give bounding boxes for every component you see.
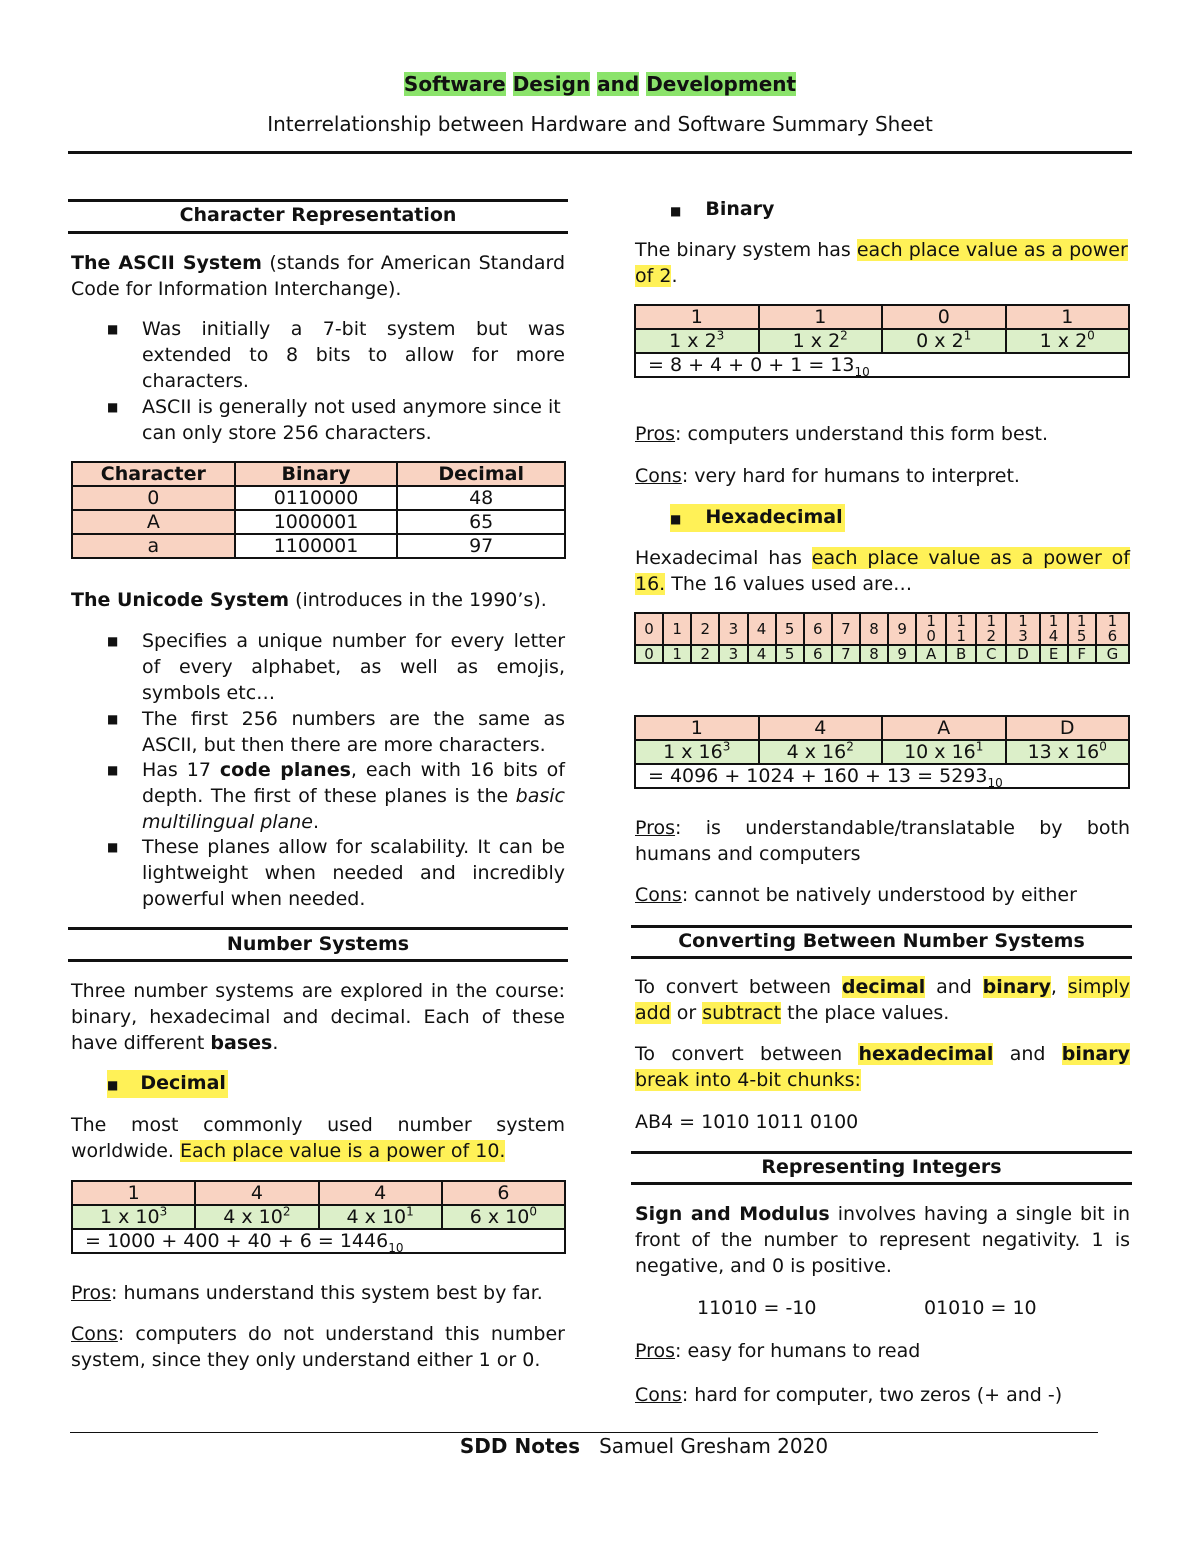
text-run: : computers understand this form best. bbox=[675, 423, 1049, 445]
table-cell: 6 bbox=[442, 1181, 565, 1205]
page-subtitle: Interrelationship between Hardware and Software Summary Sheet bbox=[267, 112, 933, 136]
sign-modulus-cons bbox=[635, 1382, 1130, 1408]
convert-example: AB4 = 1010 1011 0100 bbox=[635, 1111, 859, 1133]
text-run: 1 x 16 bbox=[663, 741, 723, 763]
text-run: simply add bbox=[635, 976, 1130, 1024]
exponent: 1 bbox=[975, 739, 984, 754]
text-run: : humans understand this system best by far. bbox=[111, 1282, 543, 1304]
text-run: 1 bbox=[1018, 612, 1028, 630]
table-cell bbox=[976, 613, 1006, 645]
section-rule bbox=[631, 1182, 1132, 1185]
table-cell: 65 bbox=[397, 510, 565, 534]
bullet-text: The first 256 numbers are the same as ASCII, but then there are more characters. bbox=[142, 708, 565, 756]
exponent: 0 bbox=[529, 1204, 537, 1219]
hexadecimal-heading bbox=[670, 504, 1130, 532]
ascii-intro bbox=[71, 250, 565, 302]
table-cell bbox=[442, 1205, 565, 1229]
exponent: 3 bbox=[159, 1204, 168, 1219]
table-cell bbox=[72, 1229, 565, 1253]
title-word: Design bbox=[512, 72, 591, 96]
text-run: 5 bbox=[1076, 627, 1087, 645]
table-header: Decimal bbox=[397, 462, 565, 486]
text-run: 4 x 10 bbox=[223, 1206, 283, 1228]
text-run: 0 bbox=[926, 627, 936, 645]
table-cell: G bbox=[1096, 645, 1129, 663]
table-cell: E bbox=[1040, 645, 1068, 663]
table-cell bbox=[916, 613, 946, 645]
table-cell: 4 bbox=[759, 716, 883, 740]
table-row bbox=[72, 486, 565, 510]
table-cell bbox=[882, 329, 1006, 353]
table-row bbox=[635, 645, 1129, 663]
hex-pros bbox=[635, 815, 1130, 867]
list-item bbox=[107, 834, 565, 912]
text-run: 1 bbox=[986, 612, 997, 630]
text-run: 6 bbox=[1107, 627, 1118, 645]
text-run: 4 bbox=[1048, 627, 1059, 645]
bullet-icon: ■ bbox=[107, 1078, 119, 1092]
bullet-icon: ■ bbox=[670, 512, 682, 526]
bullet-text: Was initially a 7-bit system but was extended to 8 bits to allow for more characters. bbox=[142, 318, 565, 392]
text-run: The binary system has bbox=[635, 239, 857, 261]
footer-label: SDD Notes bbox=[459, 1434, 580, 1458]
footer bbox=[0, 1434, 1200, 1458]
table-cell bbox=[759, 740, 883, 764]
sign-modulus-example-positive: 01010 = 10 bbox=[924, 1297, 1037, 1319]
hex-place-table bbox=[634, 715, 1130, 789]
text-run: Pros bbox=[635, 423, 676, 445]
table-cell: 48 bbox=[397, 486, 565, 510]
bullet-text bbox=[107, 757, 565, 835]
table-cell: A bbox=[72, 510, 235, 534]
text-run: each place value as a power of 2 bbox=[635, 239, 1128, 287]
table-cell: 0110000 bbox=[235, 486, 398, 510]
table-cell: B bbox=[946, 645, 976, 663]
table-cell: 2 bbox=[691, 613, 719, 645]
text-run: Hexadecimal has bbox=[635, 547, 812, 569]
binary-place-table bbox=[634, 304, 1130, 378]
binary-cons bbox=[635, 463, 1130, 489]
table-row bbox=[72, 1181, 565, 1205]
subscript: 10 bbox=[854, 364, 870, 379]
exponent: 2 bbox=[282, 1204, 291, 1219]
table-cell bbox=[635, 353, 1129, 377]
table-cell: 3 bbox=[719, 645, 747, 663]
table-cell: 0 bbox=[882, 305, 1006, 329]
table-cell: 5 bbox=[776, 613, 804, 645]
ascii-table bbox=[71, 461, 566, 559]
table-cell bbox=[195, 1205, 318, 1229]
text-run: 16. bbox=[635, 573, 666, 595]
text-run: , each with 16 bits of depth. The first of these planes is the bbox=[142, 759, 565, 807]
table-header: Character bbox=[72, 462, 235, 486]
text-run: Has 17 bbox=[142, 759, 220, 781]
text-run: Pros bbox=[635, 817, 676, 839]
exponent: 1 bbox=[406, 1204, 414, 1219]
text-run: , bbox=[1050, 976, 1068, 998]
text-run: 1 x 2 bbox=[792, 330, 841, 352]
section-rule bbox=[68, 231, 568, 234]
table-cell: 0 bbox=[635, 645, 663, 663]
text-run: 3 bbox=[1018, 627, 1028, 645]
table-cell bbox=[1096, 613, 1129, 645]
sign-modulus-description bbox=[635, 1201, 1130, 1279]
table-cell: D bbox=[1006, 645, 1039, 663]
binary-heading-text: Binary bbox=[705, 198, 775, 220]
table-row bbox=[72, 1229, 565, 1253]
text-run: 1 bbox=[1048, 612, 1059, 630]
table-header: Binary bbox=[235, 462, 398, 486]
table-cell: 4 bbox=[195, 1181, 318, 1205]
table-cell: 1000001 bbox=[235, 510, 398, 534]
table-cell: A bbox=[882, 716, 1006, 740]
exponent: 3 bbox=[722, 739, 731, 754]
convert-hex-binary bbox=[635, 1041, 1130, 1093]
table-cell: 0 bbox=[635, 613, 663, 645]
list-item bbox=[107, 757, 565, 835]
bullet-text: ASCII is generally not used anymore since it can only store 256 characters. bbox=[142, 396, 561, 444]
text-run: 0 x 2 bbox=[916, 330, 964, 352]
table-row bbox=[635, 740, 1129, 764]
exponent: 0 bbox=[1087, 328, 1095, 343]
text-run: 1 bbox=[956, 627, 966, 645]
section-rule bbox=[68, 959, 568, 962]
text-run: : is understandable/translatable by both humans and computers bbox=[635, 817, 1130, 865]
table-cell: 4 bbox=[748, 645, 776, 663]
footer-divider bbox=[70, 1432, 1098, 1433]
text-run: 1 x 2 bbox=[669, 330, 717, 352]
text-run: and bbox=[993, 1043, 1062, 1065]
text-run: = 8 + 4 + 0 + 1 = 13 bbox=[648, 354, 855, 376]
page-title bbox=[0, 72, 1200, 96]
text-run: Cons bbox=[71, 1323, 118, 1345]
sign-modulus-pros bbox=[635, 1338, 1130, 1364]
text-run: = 1000 + 400 + 40 + 6 = 1446 bbox=[85, 1230, 389, 1252]
table-header-row bbox=[72, 462, 565, 486]
table-cell bbox=[1006, 740, 1130, 764]
exponent: 3 bbox=[716, 328, 725, 343]
decimal-heading-hl bbox=[107, 1070, 228, 1098]
text-run: 1 bbox=[956, 612, 966, 630]
text-run: = 4096 + 1024 + 160 + 13 = 5293 bbox=[648, 765, 988, 787]
table-cell: 2 bbox=[691, 645, 719, 663]
table-row bbox=[72, 1205, 565, 1229]
exponent: 2 bbox=[846, 739, 854, 754]
table-cell bbox=[635, 740, 759, 764]
table-cell: 4 bbox=[319, 1181, 442, 1205]
binary-pros bbox=[635, 421, 1130, 447]
table-cell bbox=[759, 329, 883, 353]
unicode-intro bbox=[71, 587, 565, 613]
unicode-desc: (introduces in the 1990’s). bbox=[289, 589, 547, 611]
table-row bbox=[635, 353, 1129, 377]
list-item bbox=[107, 706, 565, 758]
unicode-title: The Unicode System bbox=[71, 589, 290, 611]
table-cell: 1 bbox=[1006, 305, 1130, 329]
text-run: subtract bbox=[702, 1002, 782, 1024]
table-row bbox=[635, 305, 1129, 329]
table-row bbox=[72, 510, 565, 534]
text-run: 1 bbox=[926, 612, 936, 630]
table-row bbox=[635, 716, 1129, 740]
text-run: To convert between bbox=[635, 1043, 859, 1065]
section-rule bbox=[631, 1151, 1132, 1154]
section-heading-number-systems: Number Systems bbox=[226, 933, 410, 955]
text-run: 2 bbox=[986, 627, 997, 645]
text-run: . bbox=[671, 265, 678, 287]
ascii-title: The ASCII System bbox=[71, 252, 262, 274]
text-run: Sign and Modulus bbox=[635, 1203, 830, 1225]
text-run: break into 4-bit chunks: bbox=[635, 1069, 861, 1091]
decimal-description bbox=[71, 1112, 565, 1164]
table-cell: D bbox=[1006, 716, 1130, 740]
ascii-desc: (stands for American Standard Code for Information Interchange). bbox=[71, 252, 566, 300]
text-run: hexadecimal bbox=[858, 1043, 994, 1065]
section-rule bbox=[68, 199, 568, 202]
list-item bbox=[107, 394, 565, 446]
bullet-icon: ■ bbox=[670, 204, 682, 218]
bullet-icon: ■ bbox=[107, 400, 119, 414]
table-cell: 8 bbox=[860, 645, 888, 663]
section-heading-character-representation: Character Representation bbox=[179, 204, 457, 226]
table-cell bbox=[72, 1205, 195, 1229]
decimal-heading bbox=[107, 1070, 565, 1098]
exponent: 0 bbox=[1099, 739, 1107, 754]
text-run: : hard for computer, two zeros (+ and -) bbox=[681, 1384, 1063, 1406]
text-run: 1 x 10 bbox=[100, 1206, 160, 1228]
section-heading-representing-integers: Representing Integers bbox=[761, 1156, 1002, 1178]
text-run: Cons bbox=[635, 884, 682, 906]
text-run: involves having a single bit in front of the number to represent negativity. 1 is negative, and 0 is positive. bbox=[635, 1203, 1131, 1277]
table-cell: 9 bbox=[888, 645, 916, 663]
table-cell bbox=[946, 613, 976, 645]
table-cell bbox=[319, 1205, 442, 1229]
text-run: : computers do not understand this number system, since they only understand either 1 or 0. bbox=[71, 1323, 565, 1371]
convert-decimal-binary bbox=[635, 974, 1130, 1026]
footer-author: Samuel Gresham 2020 bbox=[599, 1434, 829, 1458]
table-cell: 8 bbox=[860, 613, 888, 645]
table-cell bbox=[1068, 613, 1096, 645]
table-cell: 1 bbox=[663, 645, 691, 663]
hex-heading-hl bbox=[670, 504, 845, 532]
table-cell: 6 bbox=[804, 613, 832, 645]
section-rule bbox=[68, 927, 568, 930]
table-cell: 1 bbox=[72, 1181, 195, 1205]
text-run: bases bbox=[210, 1032, 273, 1054]
hex-values-grid bbox=[634, 612, 1130, 664]
text-run: The 16 values used are… bbox=[665, 573, 913, 595]
text-run: binary bbox=[1061, 1043, 1131, 1065]
text-run: 10 x 16 bbox=[904, 741, 976, 763]
header-divider bbox=[68, 151, 1132, 154]
text-run: 1 x 2 bbox=[1039, 330, 1088, 352]
table-cell bbox=[635, 329, 759, 353]
text-run: Pros bbox=[71, 1282, 112, 1304]
table-cell bbox=[882, 740, 1006, 764]
table-cell: 1 bbox=[663, 613, 691, 645]
text-run: 1 bbox=[1076, 612, 1087, 630]
text-run: 13 x 16 bbox=[1027, 741, 1100, 763]
table-cell: 4 bbox=[748, 613, 776, 645]
bullet-icon: ■ bbox=[107, 634, 119, 648]
number-systems-intro bbox=[71, 978, 565, 1056]
bullet-text: Specifies a unique number for every letter of every alphabet, as well as emojis, symbols etc… bbox=[142, 630, 565, 704]
title-word: Development bbox=[646, 72, 797, 96]
table-cell: 5 bbox=[776, 645, 804, 663]
text-run: To convert between bbox=[635, 976, 842, 998]
text-run: 1 bbox=[1107, 612, 1118, 630]
subscript: 10 bbox=[987, 775, 1003, 790]
text-run: code planes bbox=[219, 759, 351, 781]
table-cell bbox=[1006, 613, 1039, 645]
text-run: 4 x 16 bbox=[786, 741, 847, 763]
table-row bbox=[72, 534, 565, 558]
text-run: 6 x 10 bbox=[469, 1206, 530, 1228]
table-cell: A bbox=[916, 645, 946, 663]
text-run: 4 x 10 bbox=[346, 1206, 407, 1228]
table-cell: 6 bbox=[804, 645, 832, 663]
sign-modulus-example-negative: 11010 = -10 bbox=[697, 1297, 817, 1319]
table-cell: 7 bbox=[832, 645, 860, 663]
text-run: and bbox=[925, 976, 983, 998]
text-run: : very hard for humans to interpret. bbox=[681, 465, 1020, 487]
exponent: 2 bbox=[840, 328, 848, 343]
table-cell: 97 bbox=[397, 534, 565, 558]
text-run: : cannot be natively understood by either bbox=[681, 884, 1077, 906]
table-cell: 0 bbox=[72, 486, 235, 510]
table-cell: C bbox=[976, 645, 1006, 663]
text-run: . bbox=[272, 1032, 279, 1054]
bullet-icon: ■ bbox=[107, 763, 119, 777]
decimal-place-table bbox=[71, 1180, 566, 1254]
section-rule bbox=[631, 956, 1132, 959]
text-run: each place value as a power of bbox=[811, 547, 1130, 569]
hex-cons bbox=[635, 882, 1130, 908]
table-cell: 1 bbox=[759, 305, 883, 329]
decimal-heading-text: Decimal bbox=[140, 1072, 226, 1094]
table-cell: 1100001 bbox=[235, 534, 398, 558]
table-cell: 1 bbox=[635, 716, 759, 740]
text-run: decimal bbox=[841, 976, 926, 998]
subscript: 10 bbox=[388, 1240, 404, 1255]
bullet-text: These planes allow for scalability. It can be lightweight when needed and incredibly powerful when needed. bbox=[142, 836, 565, 910]
text-run: the place values. bbox=[781, 1002, 950, 1024]
table-row bbox=[635, 764, 1129, 788]
exponent: 1 bbox=[963, 328, 972, 343]
table-cell: a bbox=[72, 534, 235, 558]
text-run: . bbox=[312, 811, 319, 833]
table-cell: 7 bbox=[832, 613, 860, 645]
section-heading-converting: Converting Between Number Systems bbox=[678, 930, 1085, 952]
hex-heading-text: Hexadecimal bbox=[705, 506, 843, 528]
text-run: or bbox=[670, 1002, 703, 1024]
list-item bbox=[107, 628, 565, 706]
section-rule bbox=[631, 925, 1132, 928]
list-item bbox=[107, 316, 565, 394]
decimal-pros bbox=[71, 1280, 565, 1306]
table-cell bbox=[1040, 613, 1068, 645]
bullet-icon: ■ bbox=[107, 322, 119, 336]
table-cell bbox=[1006, 329, 1130, 353]
table-row bbox=[635, 613, 1129, 645]
table-cell: F bbox=[1068, 645, 1096, 663]
table-cell: 3 bbox=[719, 613, 747, 645]
binary-description bbox=[635, 237, 1130, 289]
decimal-cons bbox=[71, 1321, 565, 1373]
text-run: : easy for humans to read bbox=[675, 1340, 921, 1362]
table-cell bbox=[635, 764, 1129, 788]
bullet-icon: ■ bbox=[107, 840, 119, 854]
title-word: Software bbox=[403, 72, 506, 96]
title-word: and bbox=[597, 72, 640, 96]
text-run: Three number systems are explored in the course: binary, hexadecimal and decimal. Each of these have different bbox=[71, 980, 565, 1054]
text-run: Cons bbox=[635, 465, 682, 487]
hex-description bbox=[635, 545, 1130, 597]
table-cell: 9 bbox=[888, 613, 916, 645]
table-row bbox=[635, 329, 1129, 353]
bullet-icon: ■ bbox=[107, 712, 119, 726]
text-run: basic multilingual plane bbox=[142, 785, 565, 833]
text-run: Each place value is a power of 10. bbox=[179, 1140, 506, 1162]
text-run: binary bbox=[982, 976, 1051, 998]
text-run: Pros bbox=[635, 1340, 676, 1362]
table-cell: 1 bbox=[635, 305, 759, 329]
text-run: Cons bbox=[635, 1384, 682, 1406]
text-run: The most commonly used number system worldwide. bbox=[71, 1114, 565, 1162]
binary-heading bbox=[670, 196, 1130, 224]
